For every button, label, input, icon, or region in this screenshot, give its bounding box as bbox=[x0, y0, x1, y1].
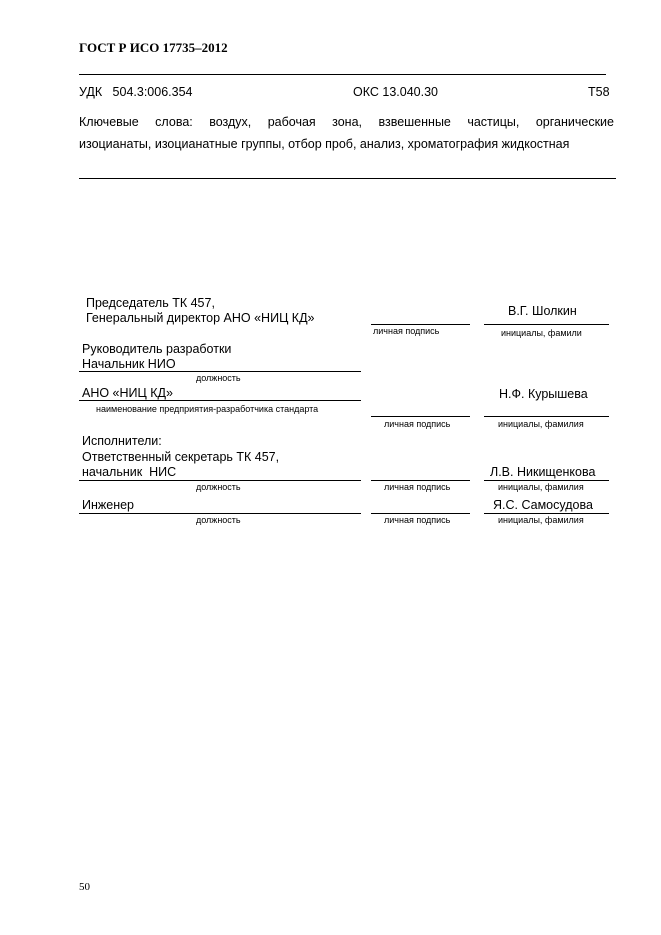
chair-title-line-2: Генеральный директор АНО «НИЦ КД» bbox=[86, 311, 315, 325]
chair-name-line bbox=[484, 324, 609, 325]
chair-name-caption: инициалы, фамили bbox=[501, 328, 582, 338]
executor-2-name-caption: инициалы, фамилия bbox=[498, 515, 584, 525]
executor-1-signature-line bbox=[371, 480, 470, 481]
lead-title-line-2: Начальник НИО bbox=[82, 357, 176, 371]
keywords-line-1: Ключевые слова: воздух, рабочая зона, взвешенные частицы, органические bbox=[79, 115, 614, 129]
lead-signature-caption: личная подпись bbox=[384, 419, 451, 429]
executor-1-position-line bbox=[79, 480, 361, 481]
classification-code: Т58 bbox=[588, 85, 610, 99]
executor-2-signature-caption: личная подпись bbox=[384, 515, 451, 525]
executor-1-name-caption: инициалы, фамилия bbox=[498, 482, 584, 492]
lead-name-caption: инициалы, фамилия bbox=[498, 419, 584, 429]
organization-line bbox=[79, 400, 361, 401]
keywords-line-2: изоцианаты, изоцианатные группы, отбор проб, анализ, хроматография жидкостная bbox=[79, 137, 570, 151]
executor-2-name-line bbox=[484, 513, 609, 514]
executors-heading: Исполнители: bbox=[82, 434, 162, 448]
executor-2-name: Я.С. Самосудова bbox=[493, 498, 593, 512]
page-number: 50 bbox=[79, 881, 90, 893]
executor-2-position-line bbox=[79, 513, 361, 514]
lead-name-line bbox=[484, 416, 609, 417]
header-rule bbox=[79, 74, 606, 75]
executor-1-position-caption: должность bbox=[196, 482, 241, 492]
developer-organization: АНО «НИЦ КД» bbox=[82, 386, 173, 400]
executor-1-name-line bbox=[484, 480, 609, 481]
executor-2-position-caption: должность bbox=[196, 515, 241, 525]
chair-signature-line bbox=[371, 324, 470, 325]
lead-signature-line bbox=[371, 416, 470, 417]
standard-designation: ГОСТ Р ИСО 17735–2012 bbox=[79, 40, 228, 55]
udc-code: УДК 504.3:006.354 bbox=[79, 85, 193, 99]
oks-code: ОКС 13.040.30 bbox=[353, 85, 438, 99]
executor-2-signature-line bbox=[371, 513, 470, 514]
executor-1-name: Л.В. Никищенкова bbox=[490, 465, 596, 479]
executor-1-title-line-2: начальник НИС bbox=[82, 465, 177, 479]
executor-1-signature-caption: личная подпись bbox=[384, 482, 451, 492]
executor-2-position: Инженер bbox=[82, 498, 135, 512]
executor-1-title-line-1: Ответственный секретарь ТК 457, bbox=[82, 450, 280, 464]
chair-title-line-1: Председатель ТК 457, bbox=[86, 296, 215, 310]
lead-position-caption: должность bbox=[196, 373, 241, 383]
chair-name: В.Г. Шолкин bbox=[508, 304, 577, 318]
keywords-rule bbox=[79, 178, 616, 179]
chair-signature-caption: личная подпись bbox=[373, 326, 440, 336]
lead-name: Н.Ф. Курышева bbox=[499, 387, 588, 401]
lead-title-line-1: Руководитель разработки bbox=[82, 342, 232, 356]
organization-caption: наименование предприятия-разработчика стандарта bbox=[96, 404, 319, 414]
lead-position-line bbox=[79, 371, 361, 372]
